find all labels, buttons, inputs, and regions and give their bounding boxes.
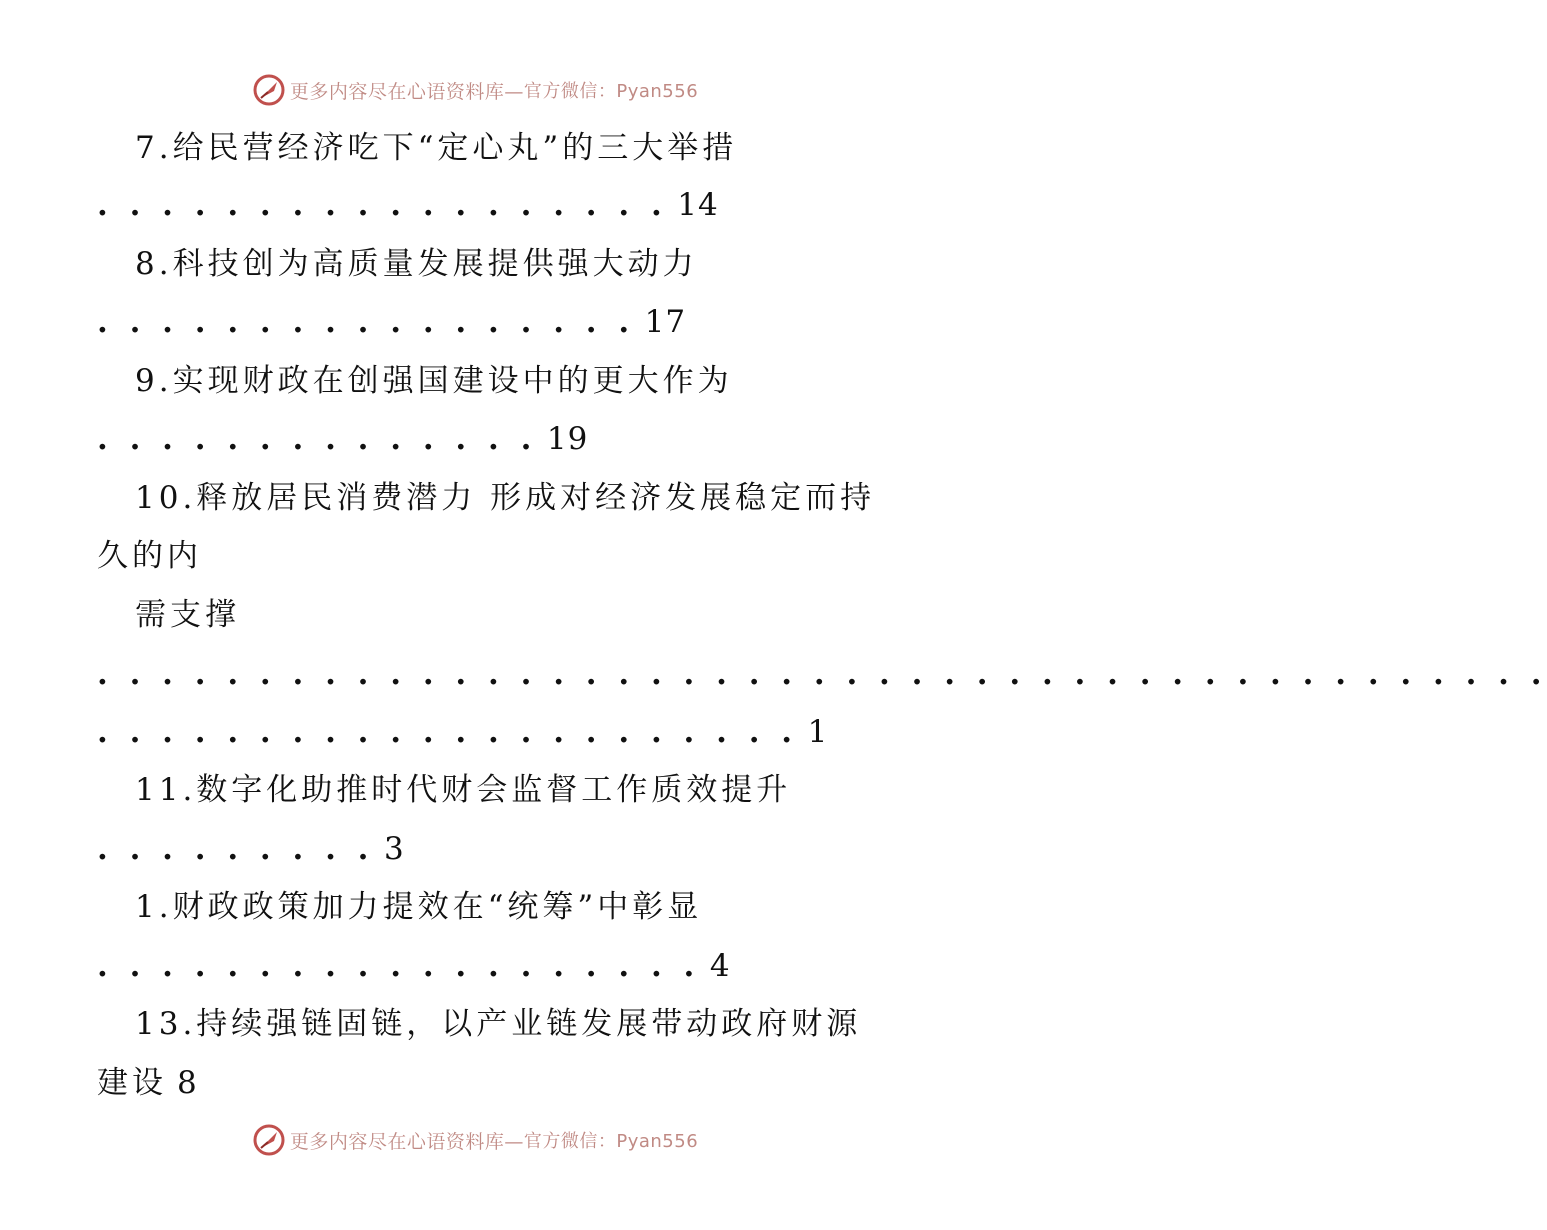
toc-leader-7: . . . . . . . . . . . . . . . . . . 14 — [97, 187, 719, 223]
toc-leader-10a: . . . . . . . . . . . . . . . . . . . . . . . . . . . . . . . . . . . . . . . . . . . . . — [97, 656, 1547, 692]
toc-entry-10-cont2: 需支撑 — [135, 597, 240, 633]
toc-entry-13: 13.持续强链固链，以产业链发展带动政府财源 — [135, 1006, 862, 1042]
watermark-contact: 官方微信：Pyan556 — [523, 1131, 699, 1152]
toc-entry-11: 11.数字化助推时代财会监督工作质效提升 — [135, 772, 792, 808]
toc-entry-13-cont: 建设 8 — [97, 1065, 198, 1101]
watermark-text: 更多内容尽在心语资料库— — [289, 1130, 524, 1153]
toc-entry-12: 1.财政政策加力提效在“统筹”中彰显 — [135, 889, 703, 925]
page-number: 8 — [177, 1065, 198, 1101]
page-number: 19 — [546, 421, 589, 457]
watermark-text: 更多内容尽在心语资料库— — [289, 80, 524, 103]
toc-entry-7: 7.给民营经济吃下“定心丸”的三大举措 — [135, 130, 738, 166]
page-number: 3 — [383, 831, 405, 867]
watermark-contact: 官方微信：Pyan556 — [523, 81, 699, 102]
footer-watermark — [0, 1120, 950, 1160]
toc-entry-10: 10.释放居民消费潜力 形成对经济发展稳定而持 — [135, 480, 876, 516]
header-watermark — [0, 70, 950, 110]
page-number: 17 — [644, 304, 687, 340]
toc-entry-8: 8.科技创为高质量发展提供强大动力 — [135, 246, 698, 282]
toc-leader-8: . . . . . . . . . . . . . . . . . 17 — [97, 304, 687, 340]
page-number: 1 — [807, 714, 829, 750]
quill-logo-icon — [252, 1123, 286, 1157]
toc-leader-12: . . . . . . . . . . . . . . . . . . . 4 — [97, 948, 731, 984]
page-number: 4 — [709, 948, 731, 984]
toc-leader-9: . . . . . . . . . . . . . . 19 — [97, 421, 589, 457]
toc-leader-10b: . . . . . . . . . . . . . . . . . . . . . . 1 — [97, 714, 829, 750]
toc-entry-10-cont: 久的内 — [97, 538, 202, 574]
toc-entry-9: 9.实现财政在创强国建设中的更大作为 — [135, 363, 733, 399]
page-number: 14 — [677, 187, 719, 223]
toc-leader-11: . . . . . . . . . 3 — [97, 831, 405, 867]
quill-logo-icon — [252, 73, 286, 107]
